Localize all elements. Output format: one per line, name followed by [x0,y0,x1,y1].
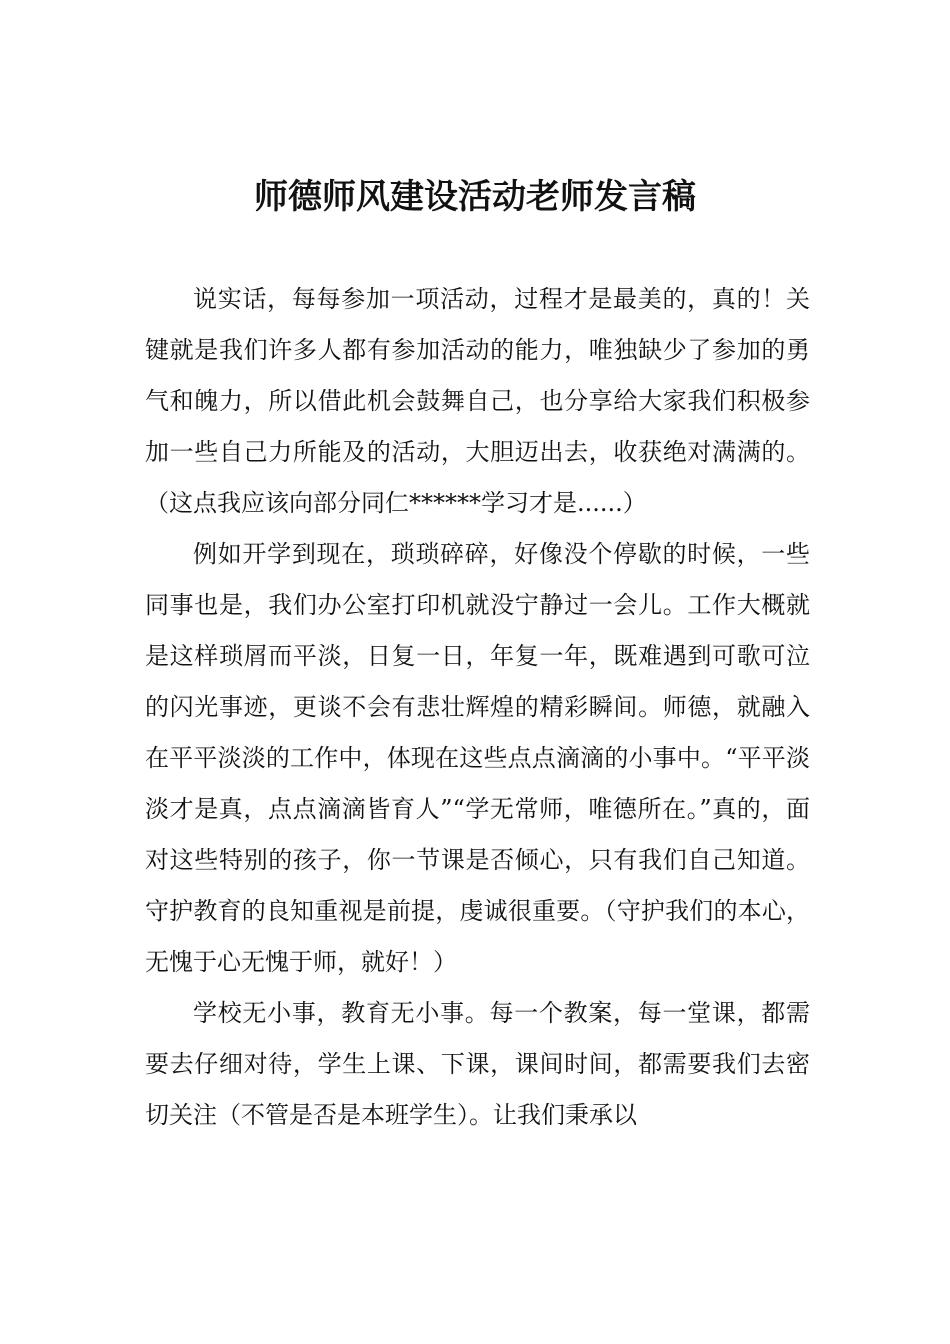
paragraph-2: 例如开学到现在，琐琐碎碎，好像没个停歇的时候，一些同事也是，我们办公室打印机就没宁静过一会儿。工作大概就是这样琐屑而平淡，日复一日，年复一年，既难遇到可歌可泣的闪光事迹，更谈不会有悲壮辉煌的精彩瞬间。师德，就融入在平平淡淡的工作中，体现在这些点点滴滴的小事中。“平平淡淡才是真，点点滴滴皆育人”“学无常师，唯德所在。”真的，面对这些特别的孩子，你一节课是否倾心，只有我们自己知道。守护教育的良知重视是前提，虔诚很重要。（守护我们的本心，无愧于心无愧于师，就好！） [145,540,810,976]
paragraph-3: 学校无小事，教育无小事。每一个教案，每一堂课，都需要去仔细对待，学生上课、下课，课间时间，都需要我们去密切关注（不管是否是本班学生）。让我们秉承以 [145,999,810,1129]
paragraph-1: 说实话，每每参加一项活动，过程才是最美的，真的！关键就是我们许多人都有参加活动的能力，唯独缺少了参加的勇气和魄力，所以借此机会鼓舞自己，也分享给大家我们积极参加一些自己力所能及的活动，大胆迈出去，收获绝对满满的。（这点我应该向部分同仁******学习才是......） [145,285,810,517]
document-title: 师德师风建设活动老师发言稿 [254,177,696,217]
document-body [145,274,810,1141]
